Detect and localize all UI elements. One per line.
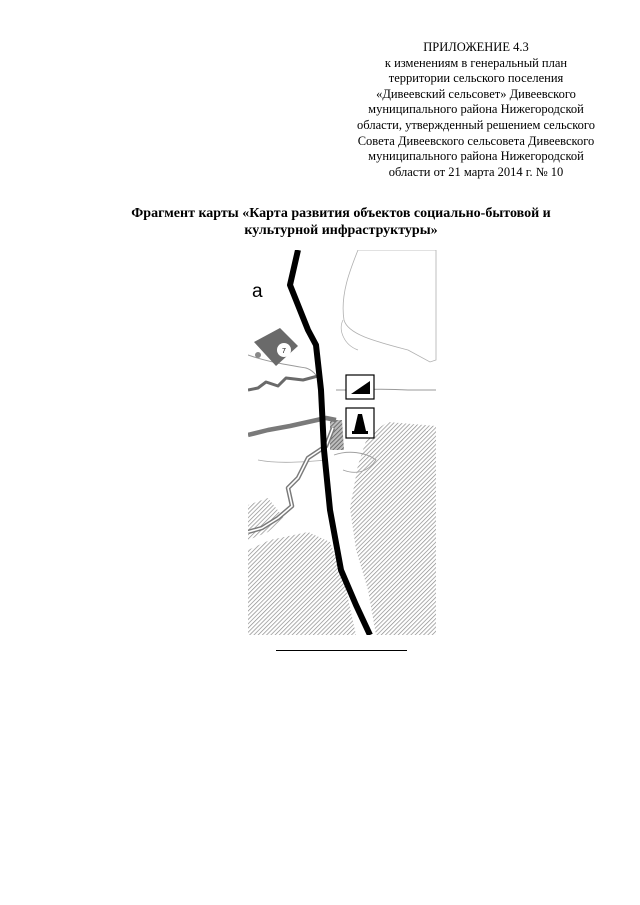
monument-icon [346, 408, 374, 438]
annex-line: территории сельского поселения [388, 71, 564, 86]
small-marker [255, 352, 261, 358]
closing-rule [276, 650, 407, 651]
annex-line: муниципального района Нижегородской [368, 102, 584, 117]
local-road [258, 460, 328, 462]
annex-line: области, утвержденный решением сельского [357, 117, 595, 132]
annex-line: ПРИЛОЖЕНИЕ 4.3 [423, 40, 529, 54]
annex-header [330, 40, 622, 180]
annex-line: области от 21 марта 2014 г. № 10 [388, 164, 564, 179]
annex-line: Совета Дивеевского сельсовета Дивеевского [357, 133, 595, 148]
secondary-road [248, 376, 318, 390]
map-fragment [248, 250, 438, 635]
signal-strength-icon [346, 375, 374, 399]
forest-boundary [343, 250, 436, 362]
building-marker-number: 7 [282, 348, 286, 355]
title-line: культурной инфраструктуры» [244, 223, 438, 238]
annex-line: «Дивеевский сельсовет» Дивеевского [376, 86, 576, 101]
forest-boundary [341, 320, 358, 350]
building-marker [254, 328, 298, 366]
title-line: Фрагмент карты «Карта развития объектов социально-бытовой и [131, 206, 551, 221]
map-label: а [252, 281, 263, 302]
annex-line: к изменениям в генеральный план [384, 55, 568, 70]
annex-line: муниципального района Нижегородской [368, 149, 584, 164]
document-title [60, 205, 622, 239]
